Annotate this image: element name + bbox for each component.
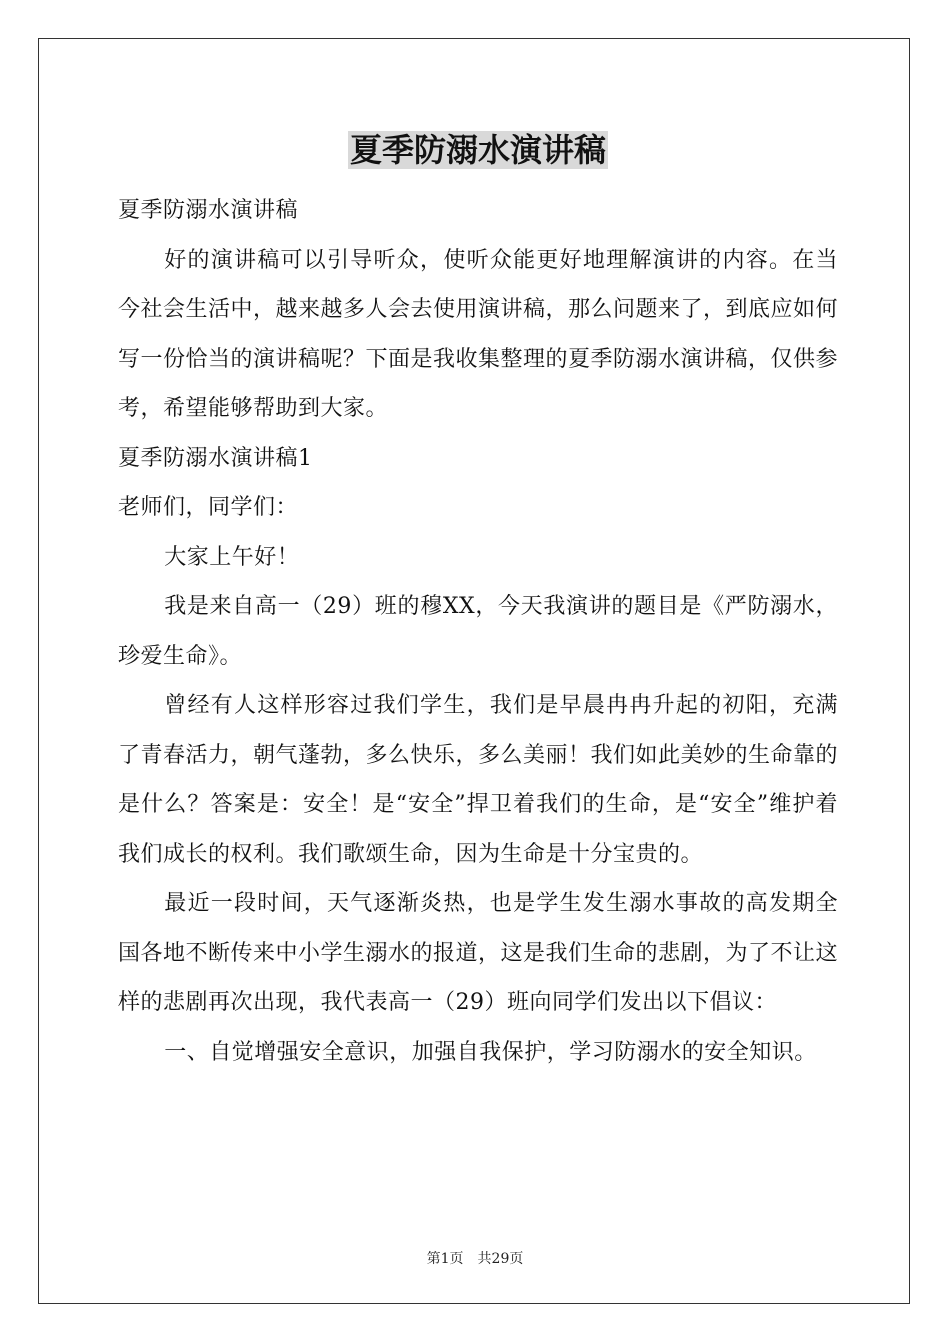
paragraph: 一、自觉增强安全意识，加强自我保护，学习防溺水的安全知识。 [164, 1039, 817, 1065]
paragraph: 夏季防溺水演讲稿 [118, 198, 299, 223]
page-total: 共29页 [477, 1251, 524, 1267]
page-number: 第1页 [426, 1251, 464, 1267]
paragraph: 好的演讲稿可以引导听众，使听众能更好地理解演讲的内容。在当今社会生活中，越来越多人会去使用演讲稿，那么问题来了，到底应如何写一份恰当的演讲稿呢？下面是我收集整理的夏季防溺水演讲稿，仅供参考，希望能够帮助到大家。 [118, 247, 839, 421]
paragraph: 我是来自高一（29）班的穆XX，今天我演讲的题目是《严防溺水，珍爱生命》。 [118, 594, 838, 669]
page-footer [0, 1248, 950, 1268]
paragraph-list [118, 186, 838, 1077]
paragraph: 最近一段时间，天气逐渐炎热，也是学生发生溺水事故的高发期全国各地不断传来中小学生溺水的报道，这是我们生命的悲剧，为了不让这样的悲剧再次出现，我代表高一（29）班向同学们发出以下倡议： [118, 891, 839, 1015]
document-body [118, 128, 838, 1077]
paragraph: 曾经有人这样形容过我们学生，我们是早晨冉冉升起的初阳，充满了青春活力，朝气蓬勃，多么快乐，多么美丽！我们如此美妙的生命靠的是什么？答案是：安全！是“安全”捍卫着我们的生命，是“安全”维护着我们成长的权利。我们歌颂生命，因为生命是十分宝贵的。 [118, 693, 839, 867]
document-title-text: 夏季防溺水演讲稿 [349, 131, 606, 169]
document-title [118, 128, 838, 172]
paragraph: 老师们，同学们： [118, 495, 299, 520]
paragraph: 夏季防溺水演讲稿1 [118, 445, 313, 471]
paragraph: 大家上午好！ [164, 544, 300, 570]
